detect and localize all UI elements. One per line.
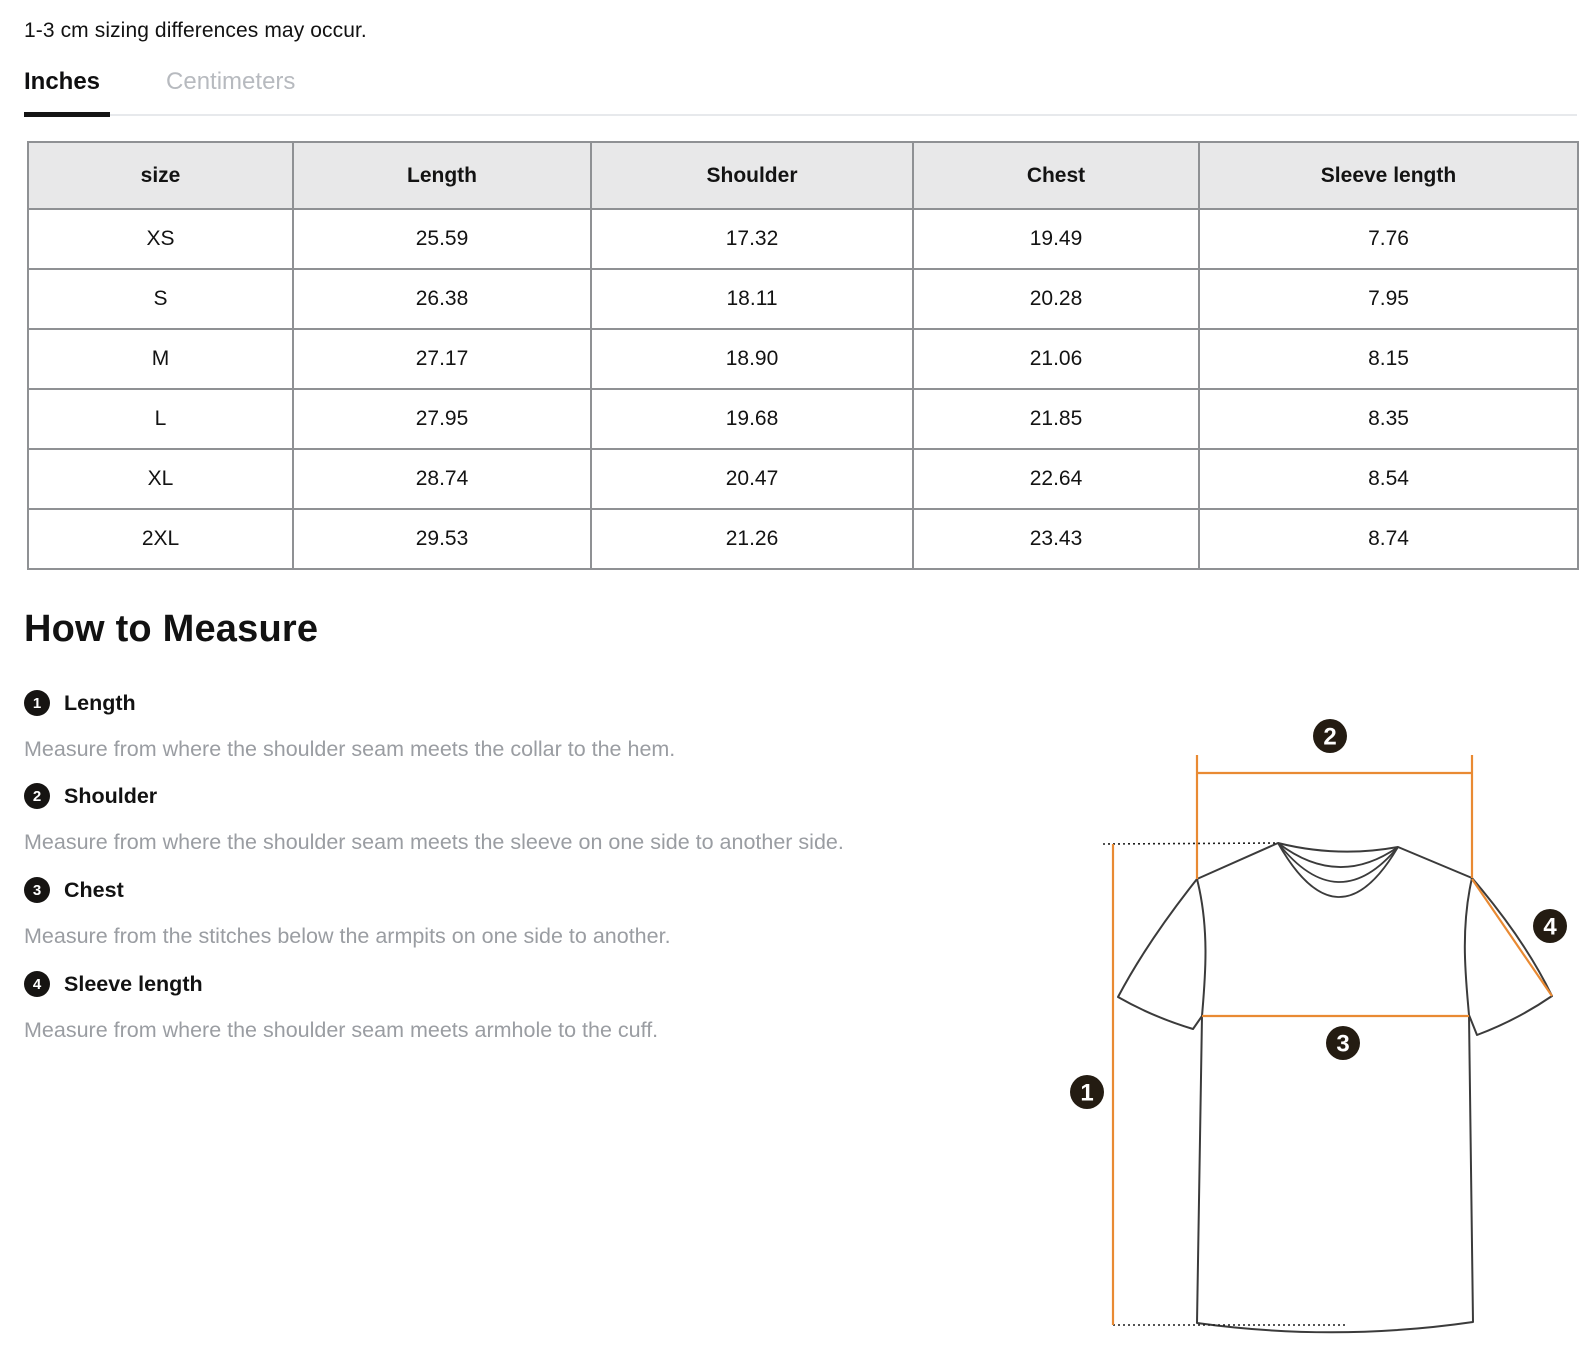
tab-inches[interactable]: Inches bbox=[24, 68, 101, 95]
table-row bbox=[28, 449, 1578, 509]
cell-size: 2XL bbox=[28, 509, 293, 569]
header-cell-size: size bbox=[28, 142, 293, 209]
cell-shoulder: 20.47 bbox=[591, 449, 913, 509]
number-badge-1: 1 bbox=[24, 690, 50, 716]
marker-3 bbox=[1326, 1026, 1360, 1060]
cell-size: XL bbox=[28, 449, 293, 509]
cell-chest: 21.06 bbox=[913, 329, 1199, 389]
cell-sleeve: 7.95 bbox=[1199, 269, 1578, 329]
how-to-measure-title: How to Measure bbox=[24, 608, 319, 650]
cell-sleeve: 8.74 bbox=[1199, 509, 1578, 569]
marker-1 bbox=[1070, 1075, 1104, 1109]
measure-item-description: Measure from where the shoulder seam meets armhole to the cuff. bbox=[24, 1018, 659, 1042]
collar-dotted-line bbox=[1103, 843, 1278, 844]
marker-4 bbox=[1533, 909, 1567, 943]
measure-item-label: Length bbox=[64, 690, 136, 715]
table-row bbox=[28, 329, 1578, 389]
header-cell-length: Length bbox=[293, 142, 591, 209]
tabs-divider bbox=[24, 114, 1577, 116]
cell-length: 25.59 bbox=[293, 209, 591, 269]
cell-sleeve: 8.54 bbox=[1199, 449, 1578, 509]
header-cell-chest: Chest bbox=[913, 142, 1199, 209]
measure-item-chest bbox=[24, 875, 124, 905]
cell-size: XS bbox=[28, 209, 293, 269]
active-tab-underline bbox=[24, 112, 110, 117]
cell-length: 27.17 bbox=[293, 329, 591, 389]
cell-sleeve: 7.76 bbox=[1199, 209, 1578, 269]
svg-text:3: 3 bbox=[1336, 1030, 1350, 1058]
number-badge-4: 4 bbox=[24, 971, 50, 997]
measure-item-shoulder bbox=[24, 781, 157, 811]
sizing-note: 1-3 cm sizing differences may occur. bbox=[24, 19, 367, 42]
measure-item-description: Measure from where the shoulder seam meets the sleeve on one side to another side. bbox=[24, 830, 844, 854]
svg-text:2: 2 bbox=[1323, 723, 1337, 751]
cell-shoulder: 19.68 bbox=[591, 389, 913, 449]
cell-sleeve: 8.15 bbox=[1199, 329, 1578, 389]
cell-chest: 23.43 bbox=[913, 509, 1199, 569]
cell-sleeve: 8.35 bbox=[1199, 389, 1578, 449]
measure-item-length bbox=[24, 688, 136, 718]
tab-centimeters[interactable]: Centimeters bbox=[166, 68, 296, 95]
measure-item-label: Chest bbox=[64, 877, 124, 902]
cell-length: 26.38 bbox=[293, 269, 591, 329]
tshirt-measurement-diagram bbox=[1060, 700, 1594, 1370]
header-cell-sleeve-length: Sleeve length bbox=[1199, 142, 1578, 209]
cell-chest: 21.85 bbox=[913, 389, 1199, 449]
table-row bbox=[28, 269, 1578, 329]
measure-item-label: Sleeve length bbox=[64, 971, 203, 996]
number-badge-2: 2 bbox=[24, 783, 50, 809]
measure-item-description: Measure from the stitches below the armpits on one side to another. bbox=[24, 924, 671, 948]
marker-2 bbox=[1313, 719, 1347, 753]
svg-text:1: 1 bbox=[1080, 1079, 1094, 1107]
table-row bbox=[28, 389, 1578, 449]
cell-length: 27.95 bbox=[293, 389, 591, 449]
cell-size: M bbox=[28, 329, 293, 389]
measure-item-label: Shoulder bbox=[64, 783, 158, 808]
cell-chest: 20.28 bbox=[913, 269, 1199, 329]
table-row bbox=[28, 509, 1578, 569]
cell-length: 28.74 bbox=[293, 449, 591, 509]
number-badge-3: 3 bbox=[24, 877, 50, 903]
cell-length: 29.53 bbox=[293, 509, 591, 569]
svg-text:4: 4 bbox=[1543, 913, 1557, 941]
cell-shoulder: 21.26 bbox=[591, 509, 913, 569]
cell-chest: 22.64 bbox=[913, 449, 1199, 509]
measure-item-description: Measure from where the shoulder seam meets the collar to the hem. bbox=[24, 737, 676, 761]
size-table bbox=[27, 141, 1579, 570]
table-header-row bbox=[28, 142, 1578, 209]
cell-chest: 19.49 bbox=[913, 209, 1199, 269]
unit-tabs bbox=[24, 68, 295, 96]
cell-shoulder: 18.90 bbox=[591, 329, 913, 389]
table-row bbox=[28, 209, 1578, 269]
cell-size: L bbox=[28, 389, 293, 449]
tshirt-outline bbox=[1118, 843, 1552, 1332]
header-cell-shoulder: Shoulder bbox=[591, 142, 913, 209]
measure-item-sleeve-length bbox=[24, 969, 203, 999]
cell-size: S bbox=[28, 269, 293, 329]
cell-shoulder: 18.11 bbox=[591, 269, 913, 329]
cell-shoulder: 17.32 bbox=[591, 209, 913, 269]
